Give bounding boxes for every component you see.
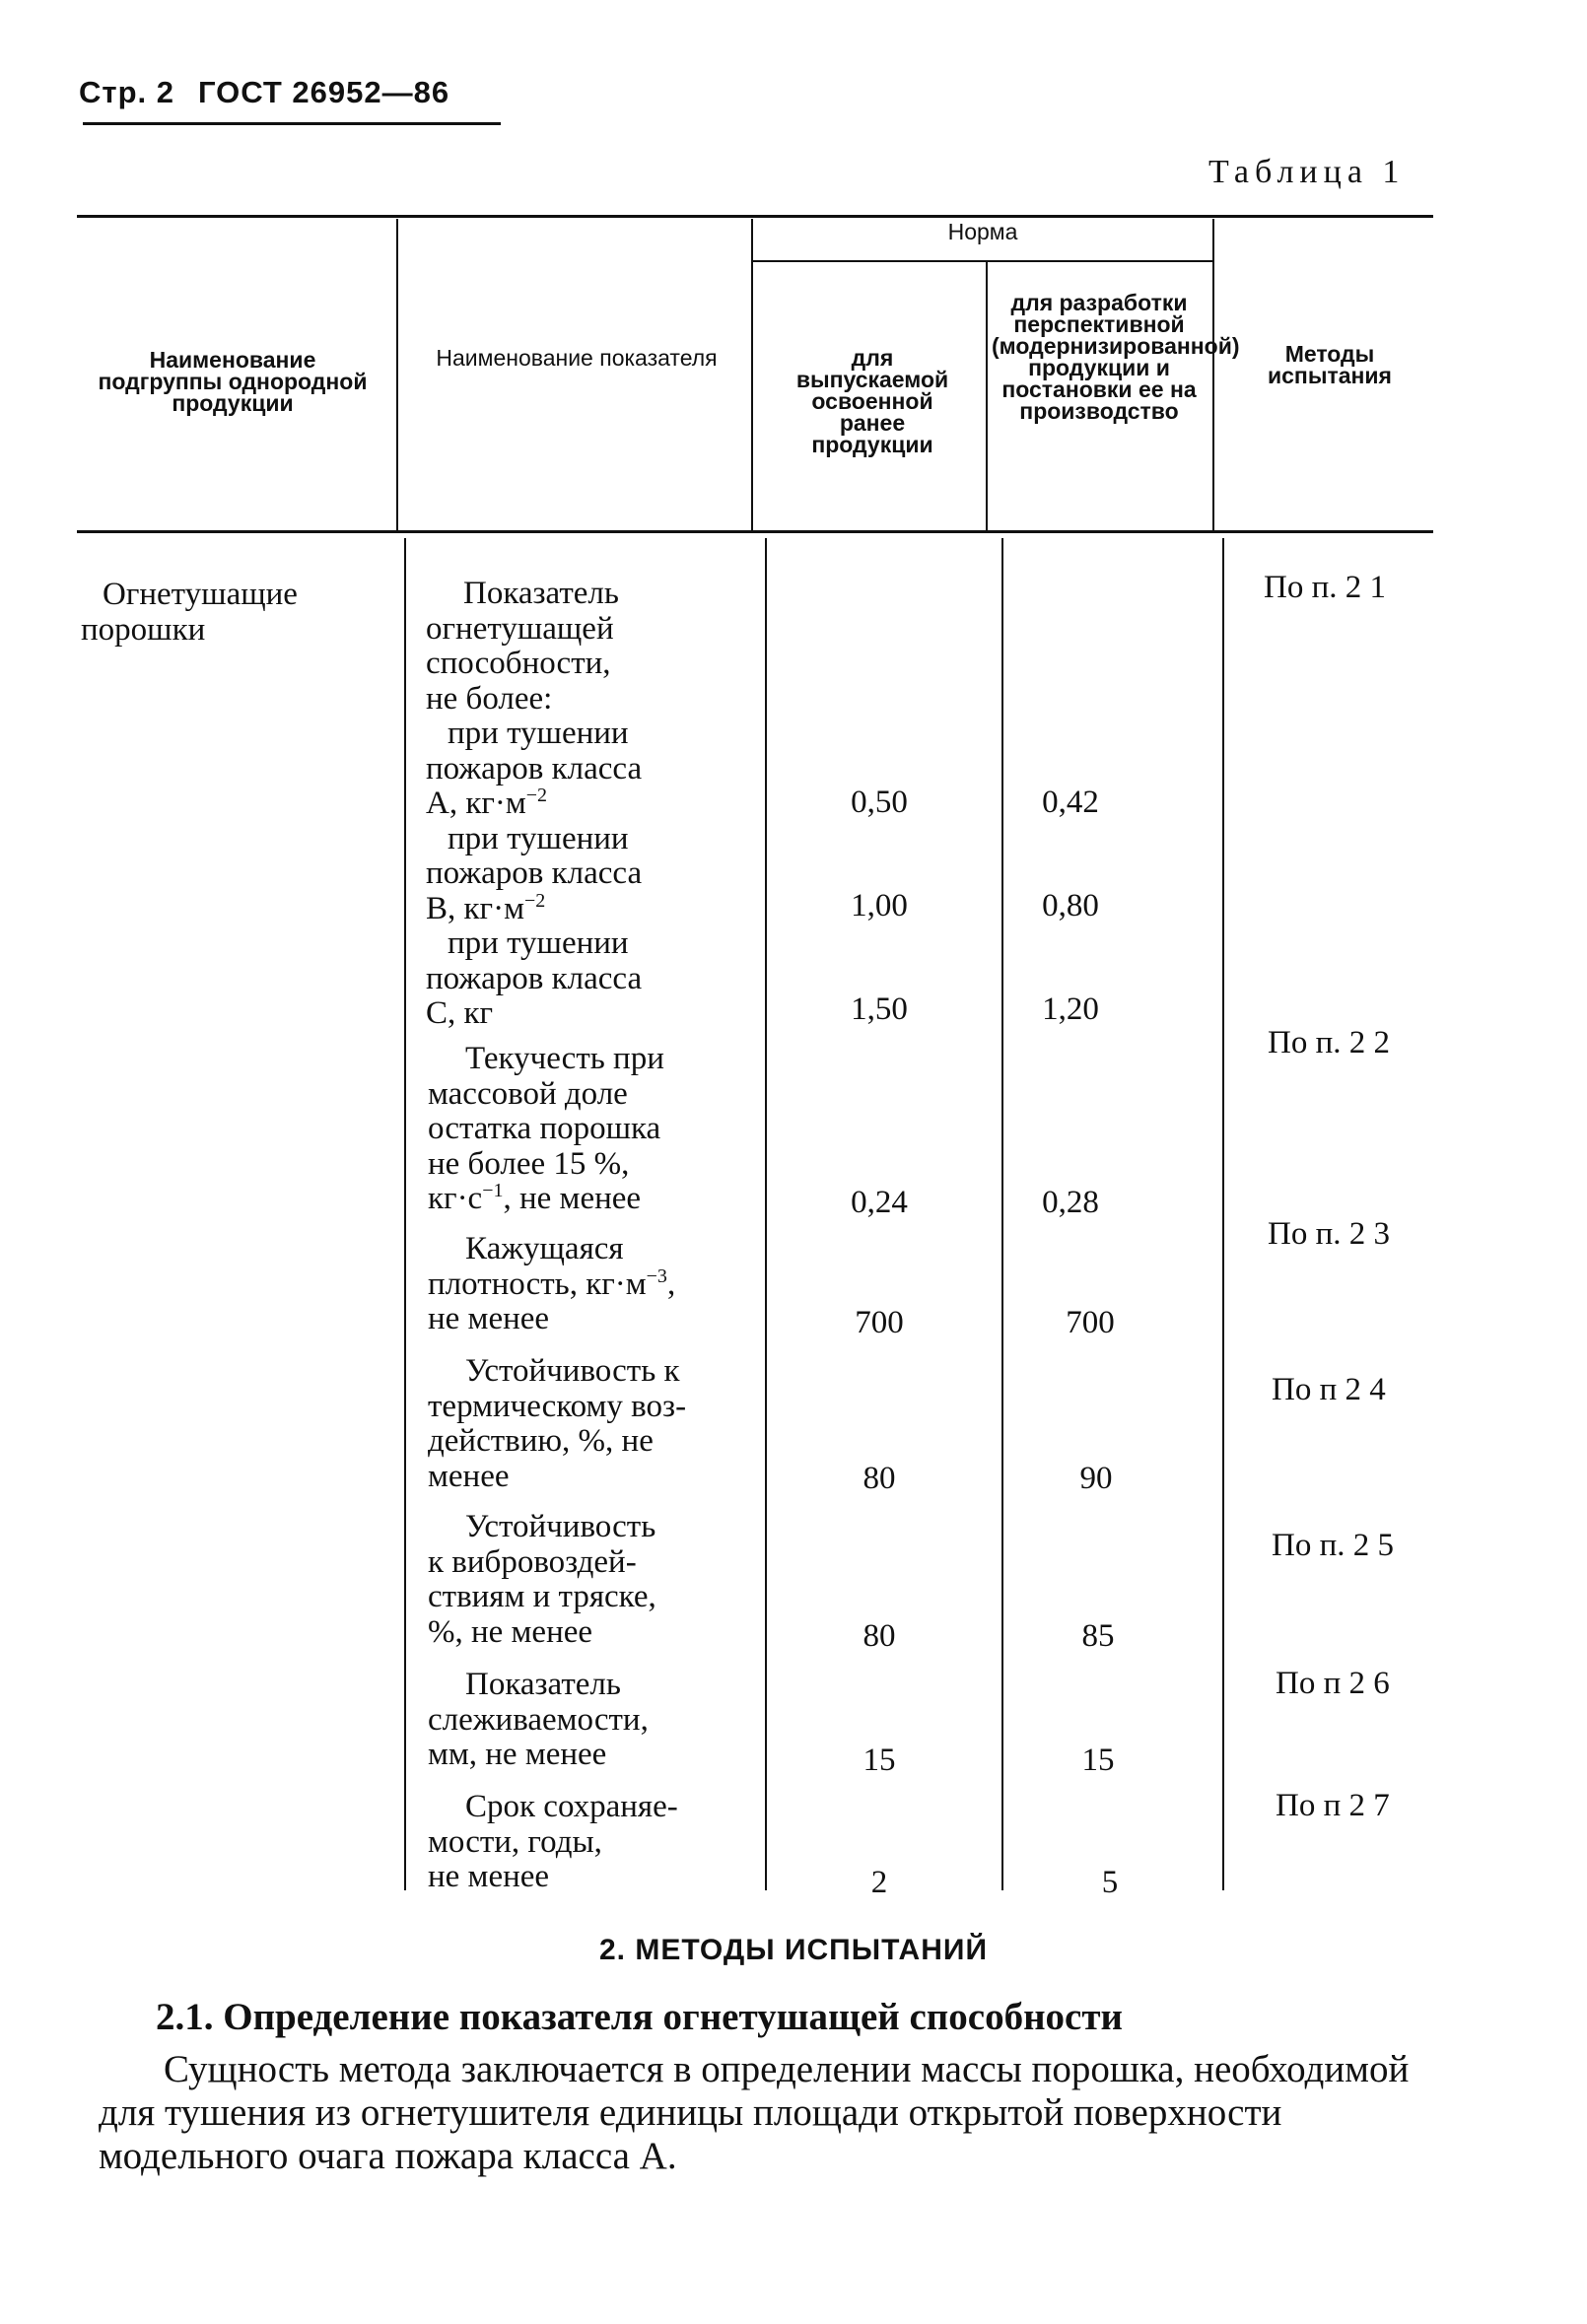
subgroup-cell: Огнетушащие порошки	[81, 577, 298, 648]
value-released-storage: 2	[870, 1865, 888, 1900]
value-developed-flow: 0,28	[1042, 1185, 1099, 1220]
value-released-density: 700	[855, 1305, 904, 1340]
body-divider-1	[404, 538, 406, 1890]
value-released-vibration: 80	[862, 1618, 896, 1654]
indicator-extinguishing: Показатель огнетушащей способности, не более: при тушении пожаров класса А, $кг\cdot м^{-2}$ при тушении пожаров класса В, $кг\cdot м^{-2}$ при тушении пожаров класса С, кг	[426, 576, 643, 1031]
page-number: Стр. 2	[79, 75, 174, 109]
header-norm-developed: для разработки перспективной (модернизированной) продукции и постановки ее на производство	[992, 290, 1240, 424]
method-vibration: По п. 2 5	[1272, 1528, 1394, 1563]
header-subgroup: Наименование подгруппы однородной продукции	[98, 347, 368, 416]
header-bottom-rule	[77, 530, 1433, 533]
page-header	[79, 75, 449, 110]
indicator-flow: Текучесть при массовой доле остатка порошка не более 15 %, $кг\cdot с^{-1}$, не менее	[428, 1041, 664, 1216]
indicator-density: Кажущаяся плотность, $кг\cdot м^{-3}$, не менее	[428, 1231, 676, 1336]
value-released-flow: 0,24	[851, 1185, 908, 1220]
header-indicator: Наименование показателя	[436, 345, 718, 371]
indicator-vibration: Устойчивость к вибровоздей- ствиям и тряске, %, не менее	[428, 1509, 656, 1650]
value-developed-storage: 5	[1101, 1865, 1119, 1900]
value-developed-vibration: 85	[1081, 1618, 1115, 1654]
method-density: По п. 2 3	[1268, 1216, 1390, 1252]
col-divider-1	[396, 219, 398, 530]
body-divider-4	[1222, 538, 1224, 1890]
col-divider-3	[986, 262, 988, 530]
col-divider-2	[751, 219, 753, 530]
value-developed-class-c: 1,20	[1042, 991, 1099, 1027]
paragraph-text: Сущность метода заключается в определении массы порошка, необходимой для тушения из огнетушителя единицы площади открытой поверхности модельного очага пожара класса А.	[99, 2048, 1410, 2177]
indicator-storage: Срок сохраняе- мости, годы, не менее	[428, 1789, 678, 1894]
value-developed-class-a: 0,42	[1042, 785, 1099, 820]
header-norm-released: для выпускаемой освоенной ранее продукции	[795, 345, 949, 457]
table-label: Таблица 1	[1208, 154, 1406, 190]
method-caking: По п 2 6	[1276, 1666, 1390, 1701]
norm-rule	[753, 260, 1212, 262]
indicator-caking: Показатель слеживаемости, мм, не менее	[428, 1667, 649, 1772]
value-released-class-c: 1,50	[851, 991, 908, 1027]
value-developed-thermal: 90	[1079, 1461, 1113, 1496]
section-paragraph	[99, 2048, 1459, 2178]
header-rule	[83, 122, 501, 125]
col-divider-4	[1212, 219, 1214, 530]
body-divider-2	[765, 538, 767, 1890]
standard-number: ГОСТ 26952—86	[197, 75, 450, 109]
method-thermal: По п 2 4	[1272, 1372, 1386, 1407]
table-top-rule	[77, 215, 1433, 218]
value-developed-caking: 15	[1081, 1743, 1115, 1778]
method-extinguishing: По п. 2 1	[1264, 570, 1386, 605]
value-developed-density: 700	[1066, 1305, 1115, 1340]
indicator-thermal: Устойчивость к термическому воз- действию, %, не менее	[428, 1353, 687, 1494]
subsection-title: 2.1. Определение показателя огнетушащей способности	[156, 1996, 1123, 2038]
value-released-thermal: 80	[862, 1461, 896, 1496]
method-storage: По п 2 7	[1276, 1788, 1390, 1823]
header-norm: Норма	[947, 219, 1018, 244]
value-released-caking: 15	[862, 1743, 896, 1778]
value-developed-class-b: 0,80	[1042, 888, 1099, 923]
header-methods: Методы испытания	[1268, 341, 1392, 388]
value-released-class-a: 0,50	[851, 785, 908, 820]
value-released-class-b: 1,00	[851, 888, 908, 923]
section-title: 2. МЕТОДЫ ИСПЫТАНИЙ	[599, 1934, 988, 1966]
method-flow: По п. 2 2	[1268, 1025, 1390, 1060]
